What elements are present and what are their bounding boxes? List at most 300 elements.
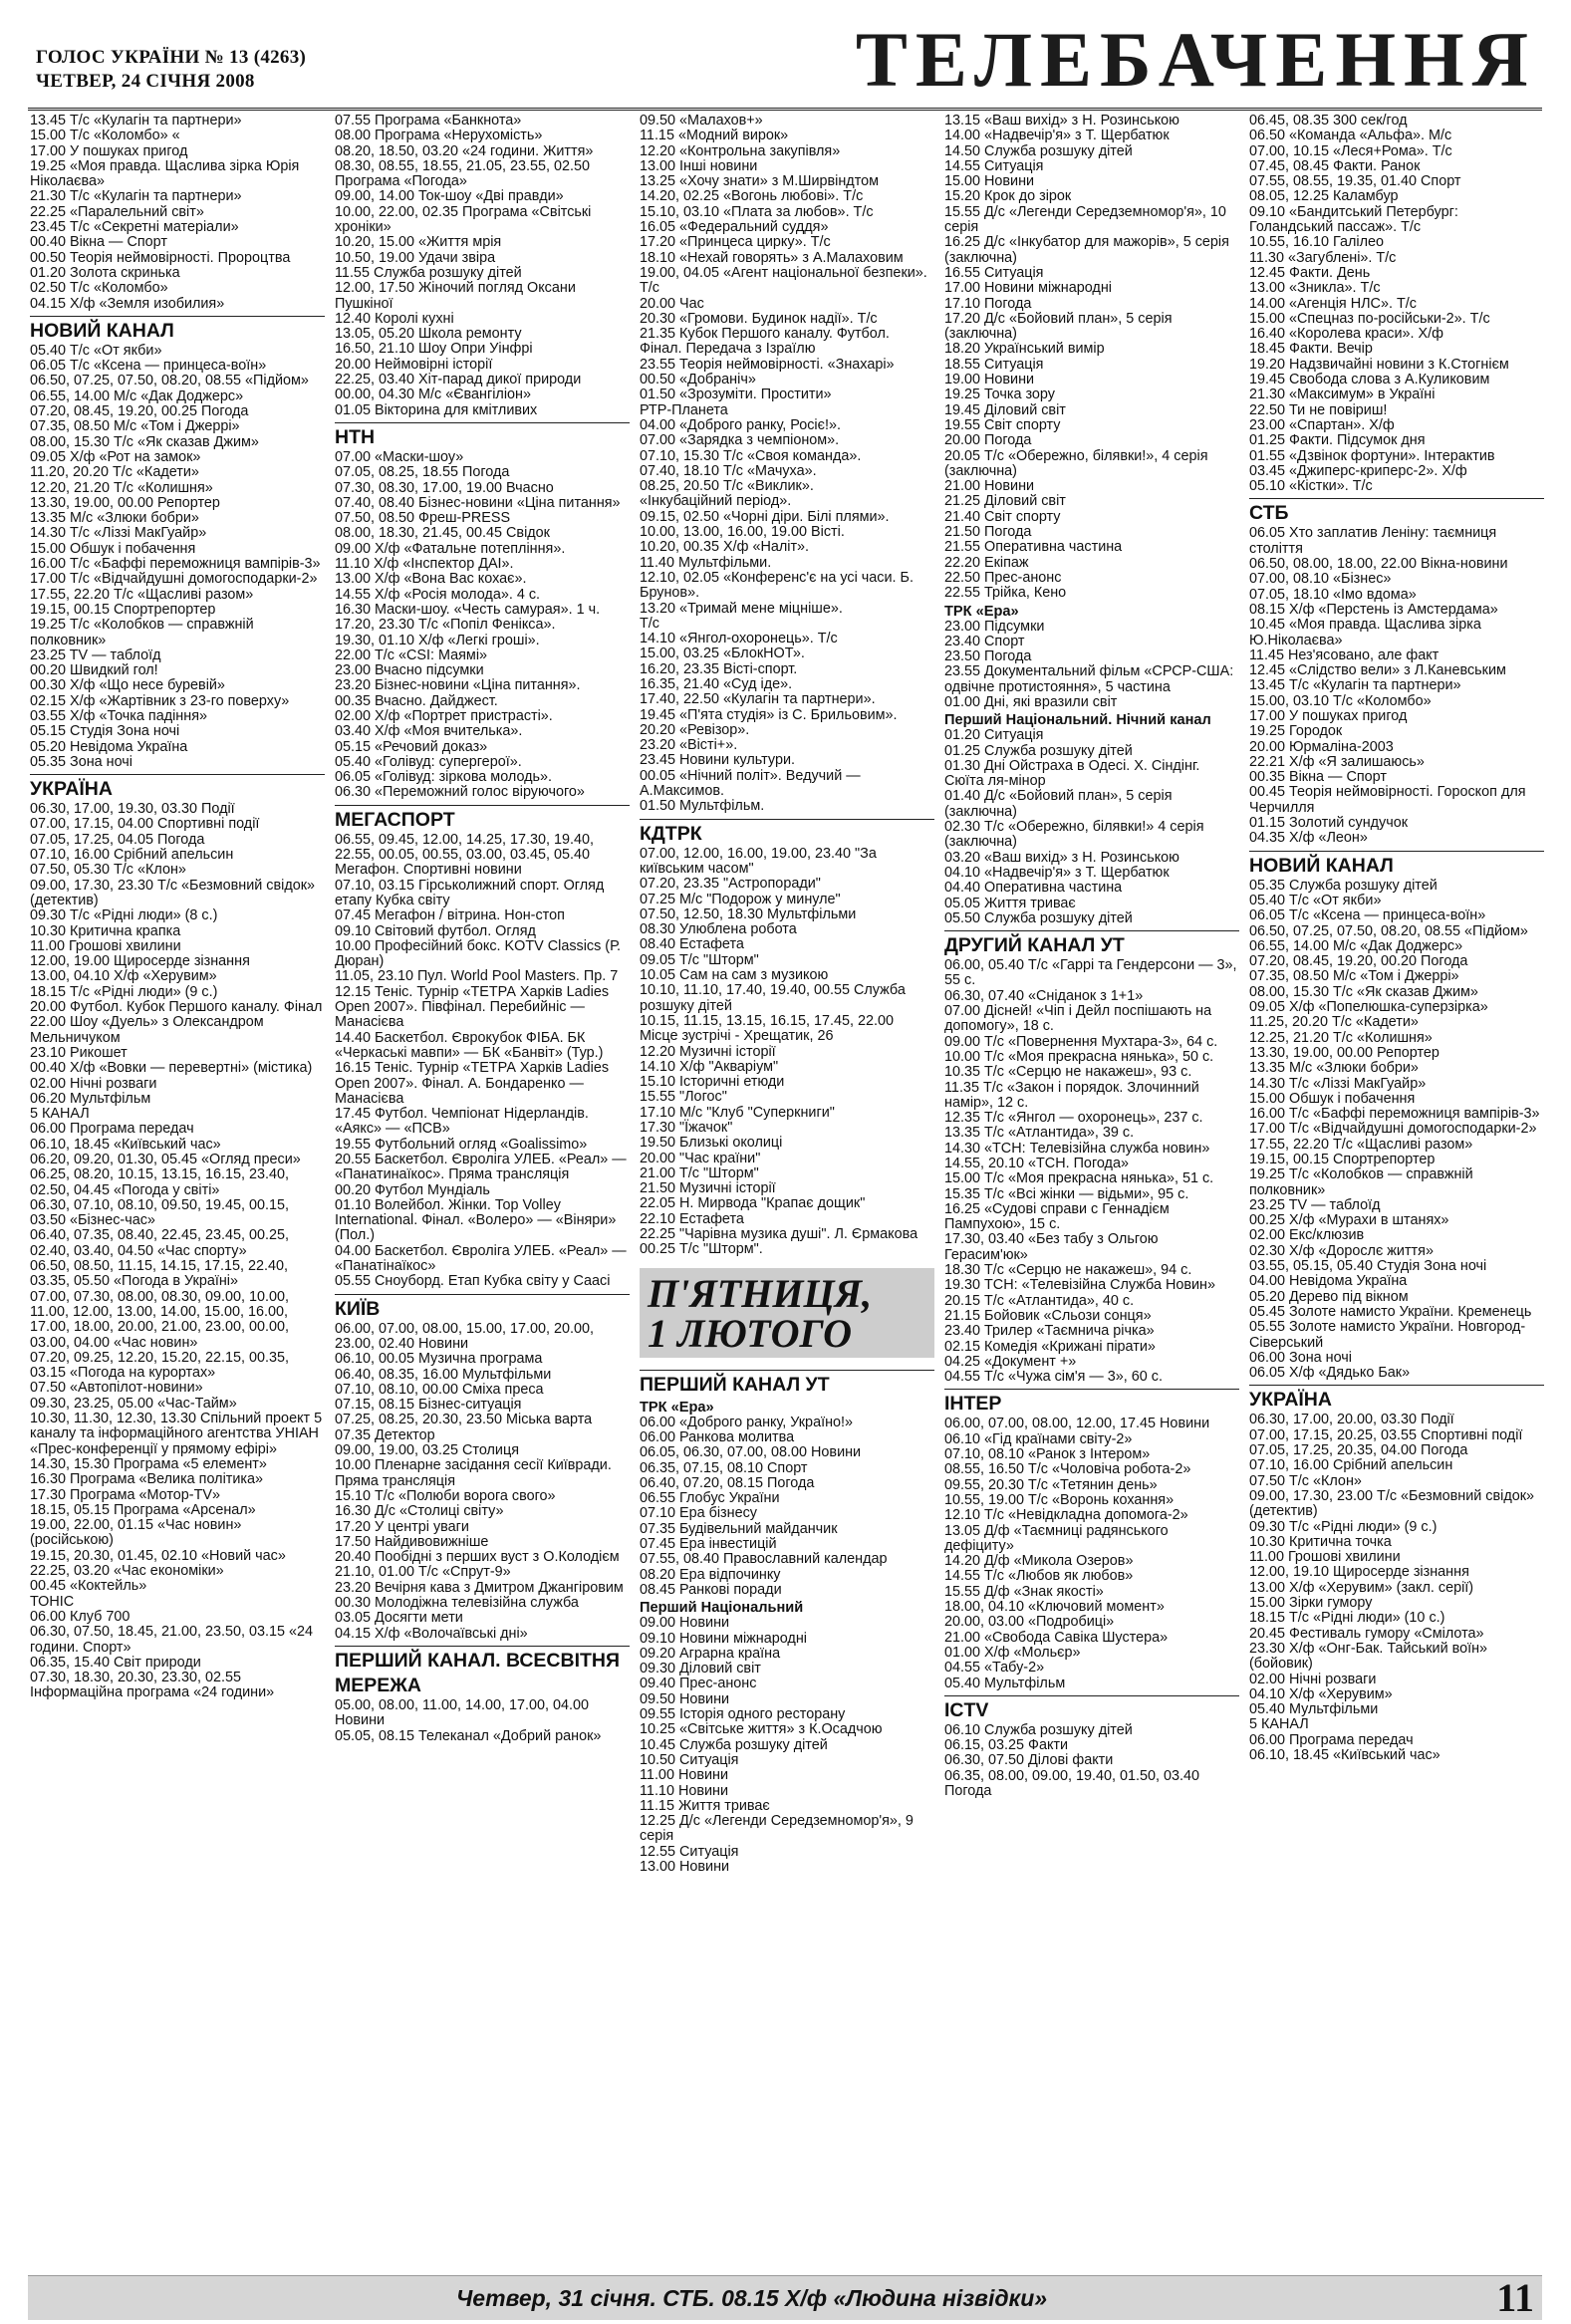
schedule-entry: 10.55, 19.00 Т/с «Воронь кохання» [944, 1491, 1175, 1508]
schedule-entry: 05.35 Служба розшуку дітей [1249, 877, 1438, 894]
schedule-entry: 21.30 «Максимум» в Україні [1249, 387, 1436, 403]
schedule-entry: 16.30 Д/с «Столиці світу» [335, 1503, 504, 1520]
tv-schedule [30, 114, 1544, 2265]
schedule-entry: 20.40 Пообідні з перших вуст з О.Колодієм [335, 1549, 620, 1566]
schedule-entry: 17.20 Д/с «Бойовий план», 5 серія (заключна) [944, 310, 1173, 343]
schedule-entry: 07.35, 08.50 М/с «Том і Джеррі» [1249, 968, 1459, 985]
schedule-entry: 05.00, 08.00, 11.00, 14.00, 17.00, 04.00 Новини [335, 1696, 589, 1729]
schedule-entry: 04.35 Х/ф «Леон» [1249, 830, 1368, 847]
schedule-entry: 07.00, 10.15 «Леся+Рома». Т/с [1249, 142, 1452, 159]
schedule-entry: 14.20 Д/ф «Микола Озеров» [944, 1553, 1134, 1570]
schedule-entry: 19.00, 22.00, 01.15 «Час новин» (російською) [30, 1517, 242, 1549]
schedule-entry: 06.05 «Голівуд: зіркова молодь». [335, 769, 553, 786]
schedule-entry: 01.00 Дні, які вразили світ [944, 693, 1118, 710]
schedule-entry: 13.35 М/с «Злюки бобри» [1249, 1060, 1419, 1077]
schedule-entry: 15.00 «Спецназ по-російськи-2». Т/с [1249, 310, 1490, 327]
schedule-entry: 23.00 Підсумки [944, 618, 1045, 635]
schedule-entry: 06.35, 15.40 Світ природи [30, 1654, 201, 1671]
schedule-entry: 15.00 Т/с «Моя прекрасна нянька», 51 с. [944, 1170, 1214, 1187]
schedule-entry: 07.50 Т/с «Клон» [1249, 1472, 1362, 1489]
schedule-entry: 13.25 «Хочу знати» з М.Ширвіндтом [640, 173, 880, 190]
channel-heading: КИЇВ [335, 1294, 630, 1322]
schedule-entry: 14.20, 02.25 «Вогонь любові». Т/с [640, 188, 864, 205]
schedule-entry: 07.40, 08.40 Бізнес-новини «Ціна питання» [335, 494, 621, 511]
schedule-entry: 22.25, 03.40 Хіт-парад дикої природи [335, 372, 582, 388]
schedule-entry: 15.55 "Логос" [640, 1089, 727, 1106]
schedule-entry: 05.55 Сноуборд. Етап Кубка світу у Саасі [335, 1273, 611, 1290]
channel-subheading: Перший Національний [640, 1600, 804, 1617]
schedule-entry: 00.30 Молодіжна телевізійна служба [335, 1595, 579, 1612]
schedule-entry: 08.00, 15.30 Т/с «Як сказав Джим» [30, 433, 259, 450]
schedule-entry: 05.50 Служба розшуку дітей [944, 909, 1133, 926]
schedule-entry: 06.00, 07.00, 08.00, 12.00, 17.45 Новини [944, 1416, 1210, 1432]
schedule-entry: 17.20 «Принцеса цирку». Т/с [640, 234, 831, 251]
schedule-entry: 17.00 У пошуках пригод [30, 142, 188, 159]
schedule-entry: 06.40, 07.20, 08.15 Погода [640, 1474, 815, 1491]
schedule-entry: 15.00 Т/с «Коломбо» « [30, 128, 180, 144]
schedule-entry: 19.00, 04.05 «Агент національної безпеки». Т/с [640, 264, 927, 297]
schedule-entry: 21.50 Погода [944, 524, 1032, 541]
schedule-entry: 21.00 «Свобода Савіка Шустера» [944, 1629, 1169, 1646]
schedule-entry: 13.45 Т/с «Кулагін та партнери» [1249, 677, 1461, 694]
schedule-entry: 21.25 Діловий світ [944, 493, 1066, 510]
schedule-entry: 07.00 «Зарядка з чемпіоном». [640, 432, 840, 449]
schedule-entry: 06.50, 07.25, 07.50, 08.20, 08.55 «Підйом» [30, 373, 309, 389]
schedule-entry: 00.50 «Добраніч» [640, 372, 756, 388]
schedule-entry: 11.25, 20.20 Т/с «Кадети» [1249, 1014, 1419, 1031]
schedule-entry: 06.10, 18.45 «Київський час» [1249, 1746, 1440, 1763]
schedule-entry: 15.00 Обшук і побачення [30, 540, 196, 557]
schedule-entry: 07.50, 05.30 Т/с «Клон» [30, 862, 186, 879]
schedule-entry: 07.30, 08.30, 17.00, 19.00 Вчасно [335, 479, 554, 496]
schedule-entry: 17.20, 23.30 Т/с «Попіл Фенікса». [335, 617, 556, 634]
schedule-entry: 07.10, 15.30 Т/с «Своя команда». [640, 447, 862, 464]
schedule-entry: 12.35 Т/с «Янгол — охоронець», 237 с. [944, 1110, 1203, 1127]
schedule-entry: 5 КАНАЛ [30, 1106, 90, 1123]
schedule-entry: 08.30 Улюблена робота [640, 921, 797, 938]
schedule-entry: 09.05 Х/ф «Рот на замок» [30, 448, 201, 465]
schedule-entry: 10.15, 11.15, 13.15, 16.15, 17.45, 22.00 Місце зустрічі - Хрещатик, 26 [640, 1012, 894, 1045]
schedule-entry: 07.00, 12.00, 16.00, 19.00, 23.40 "За київським часом" [640, 845, 877, 877]
schedule-entry: 06.50, 08.50, 11.15, 14.15, 17.15, 22.40, 03.35, 05.50 «Погода в Україні» [30, 1258, 288, 1290]
schedule-entry: 02.00 Х/ф «Портрет пристрасті». [335, 707, 553, 724]
schedule-entry: 00.00, 04.30 М/с «Євангіліон» [335, 387, 531, 403]
schedule-entry: 14.30 Т/с «Ліззі МакГуайр» [30, 525, 207, 542]
schedule-entry: 10.10, 11.10, 17.40, 19.40, 00.55 Служба розшуку дітей [640, 982, 906, 1014]
schedule-entry: 10.50 Ситуація [640, 1751, 739, 1768]
channel-heading: ICTV [944, 1695, 1239, 1723]
schedule-entry: 09.30 Діловий світ [640, 1661, 761, 1678]
schedule-entry: 15.00 Новини [944, 173, 1035, 190]
schedule-entry: 21.55 Оперативна частина [944, 539, 1123, 556]
schedule-entry: 09.05 Т/с "Шторм" [640, 951, 759, 968]
schedule-entry: 06.55 Глобус України [640, 1490, 780, 1507]
schedule-entry: 20.00, 03.00 «Подробиці» [944, 1614, 1115, 1631]
schedule-entry: 19.15, 00.15 Спортрепортер [1249, 1152, 1436, 1167]
schedule-entry: 05.20 Дерево під вікном [1249, 1288, 1409, 1305]
channel-subheading: ТРК «Ера» [640, 1399, 714, 1416]
schedule-entry: 21.00 Новини [944, 478, 1035, 495]
channel-heading: ПЕРШИЙ КАНАЛ. ВСЕСВІТНЯ МЕРЕЖА [335, 1646, 630, 1698]
schedule-entry: 23.45 Т/с «Секретні матеріали» [30, 219, 239, 236]
schedule-entry: 08.05, 12.25 Каламбур [1249, 188, 1399, 205]
schedule-entry: 20.05 Т/с «Обережно, білявки!», 4 серія (заключна) [944, 447, 1208, 479]
schedule-entry: 15.00 Зірки гумору [1249, 1595, 1373, 1612]
schedule-entry: 04.00 «Доброго ранку, Росіє!». [640, 416, 841, 433]
schedule-entry: 02.00 Нічні розваги [30, 1075, 157, 1092]
schedule-entry: 11.40 Мультфільми. [640, 554, 772, 571]
schedule-entry: 05.45 Золоте намисто України. Кременець [1249, 1303, 1532, 1320]
schedule-entry: 06.10, 18.45 «Київський час» [30, 1136, 221, 1153]
schedule-entry: 18.15 Т/с «Рідні люди» (9 с.) [30, 983, 218, 1000]
schedule-entry: 21.30 Т/с «Кулагін та партнери» [30, 188, 242, 205]
schedule-entry: 04.10 Х/ф «Херувим» [1249, 1685, 1393, 1702]
schedule-entry: 17.30 Програма «Мотор-TV» [30, 1486, 220, 1503]
friday-banner-line1: П'ЯТНИЦЯ, [648, 1270, 873, 1316]
schedule-entry: 13.30, 19.00, 00.00 Репортер [1249, 1044, 1440, 1061]
schedule-entry: 12.20 Музичні історії [640, 1043, 776, 1060]
schedule-entry: 22.25 "Чарівна музика душі". Л. Єрмакова [640, 1226, 918, 1243]
schedule-entry: 12.10 Т/с «Невідкладна допомога-2» [944, 1507, 1188, 1524]
schedule-entry: 13.35 Т/с «Атлантида», 39 с. [944, 1125, 1135, 1142]
schedule-entry: 13.00 Новини [640, 1858, 730, 1875]
schedule-entry: 11.55 Служба розшуку дітей [335, 264, 522, 281]
schedule-entry: «Інкубаційний період». [640, 493, 792, 510]
schedule-entry: 10.00 Професійний бокс. KOTV Classics (Р. Дюран) [335, 937, 621, 970]
schedule-entry: 17.40, 22.50 «Кулагін та партнери». [640, 691, 876, 708]
schedule-entry: 15.00 Обшук і побачення [1249, 1090, 1416, 1107]
schedule-entry: 14.55 Ситуація [944, 157, 1044, 174]
schedule-entry: 13.00 «Зникла». Т/с [1249, 280, 1381, 297]
schedule-entry: 06.30, 07.40 «Сніданок з 1+1» [944, 987, 1144, 1004]
schedule-entry: 05.40 Мультфільми [1249, 1701, 1379, 1718]
schedule-entry: 06.30, 07.50 Ділові факти [944, 1752, 1114, 1769]
schedule-entry: 14.00 «Агенція НЛС». Т/с [1249, 295, 1417, 312]
schedule-entry: 20.00 Час [640, 295, 704, 312]
page-footer [28, 2275, 1542, 2320]
schedule-entry: 19.20 Надзвичайні новини з К.Стогнієм [1249, 356, 1509, 373]
schedule-entry: 10.30, 11.30, 12.30, 13.30 Спільний проект 5 каналу та інформаційного агентства УНІАН «Прес-конференції у прямому ефірі» [30, 1411, 323, 1457]
schedule-entry: 04.00 Баскетбол. Євроліга УЛЕБ. «Реал» — «Панатінаїкос» [335, 1242, 627, 1275]
schedule-entry: 09.00, 17.30, 23.30 Т/с «Безмовний свідок» (детектив) [30, 877, 316, 908]
schedule-entry: 05.15 «Речовий доказ» [335, 738, 488, 755]
schedule-entry: 02.50 Т/с «Коломбо» [30, 280, 168, 297]
schedule-entry: 19.25 Точка зору [944, 387, 1055, 403]
schedule-entry: 06.35, 07.15, 08.10 Спорт [640, 1459, 808, 1476]
channel-heading: НОВИЙ КАНАЛ [1249, 851, 1544, 879]
schedule-entry: 13.30, 19.00, 00.00 Репортер [30, 494, 220, 511]
schedule-entry: 09.00, 19.00, 03.25 Столиця [335, 1442, 520, 1459]
schedule-entry: 17.30 "Їжачок" [640, 1120, 733, 1136]
schedule-entry: 10.30 Критична крапка [30, 922, 181, 939]
schedule-entry: 04.10 «Надвечір'я» з Т. Щербатюк [944, 864, 1170, 881]
schedule-entry: 02.00 Нічні розваги [1249, 1671, 1377, 1687]
schedule-entry: 11.00 Новини [640, 1767, 729, 1784]
schedule-entry: 16.25 Д/с «Інкубатор для мажорів», 5 серія (заключна) [944, 234, 1229, 266]
schedule-entry: 22.20 Екіпаж [944, 554, 1029, 571]
schedule-entry: 12.40 Королі кухні [335, 310, 454, 327]
schedule-entry: 22.00 Т/с «CSI: Маямі» [335, 646, 488, 663]
schedule-entry: 16.25 «Судові справи с Геннадієм Пампухою», 15 с. [944, 1200, 1170, 1233]
schedule-entry: 16.15 Теніс. Турнір «ТЕТРА Харків Ladies Open 2007». Фінал. А. Бондаренко — Манасієва [335, 1060, 610, 1107]
schedule-entry: 06.20 Мультфільм [30, 1090, 151, 1107]
schedule-entry: 11.00 Грошові хвилини [1249, 1549, 1401, 1566]
schedule-entry: 20.20 «Ревізор». [640, 721, 750, 738]
schedule-entry: 07.05, 17.25, 04.05 Погода [30, 831, 205, 848]
schedule-entry: 05.20 Невідома Україна [30, 738, 188, 755]
schedule-entry: 23.20 Вечірня кава з Дмитром Джангіровим [335, 1579, 624, 1596]
schedule-entry: 06.05 Т/с «Ксена — принцеса-воїн» [1249, 907, 1486, 924]
schedule-entry: 01.25 Служба розшуку дітей [944, 742, 1133, 759]
schedule-entry: 19.25 Т/с «Колобков — справжній полковник» [1249, 1166, 1473, 1198]
schedule-entry: 06.15, 03.25 Факти [944, 1737, 1069, 1754]
schedule-entry: 15.20 Крок до зірок [944, 188, 1072, 205]
column-1 [30, 114, 325, 2265]
schedule-entry: 16.20, 23.35 Вісті-спорт. [640, 660, 798, 677]
schedule-entry: 02.15 Х/ф «Жартівник з 23-го поверху» [30, 692, 290, 709]
schedule-entry: 07.35 Будівельний майданчик [640, 1520, 838, 1537]
section-title: ТЕЛЕБАЧЕННЯ [855, 16, 1536, 103]
schedule-entry: 14.55, 20.10 «ТСН. Погода» [944, 1156, 1129, 1171]
schedule-entry: 17.00 Новини міжнародні [944, 280, 1112, 297]
schedule-entry: 11.10 Х/ф «Інспектор ДАІ». [335, 556, 514, 573]
footer-highlight: Четвер, 31 січня. СТБ. 08.15 Х/ф «Людина нізвідки» [456, 2285, 1048, 2311]
schedule-entry: 07.10, 08.10 «Ранок з Інтером» [944, 1446, 1151, 1463]
schedule-entry: 08.45 Ранкові поради [640, 1581, 782, 1598]
schedule-entry: 19.30 ТСН: «Телевізійна Служба Новин» [944, 1277, 1215, 1294]
schedule-entry: 08.20 Ера відпочинку [640, 1566, 781, 1583]
schedule-entry: 18.45 Факти. Вечір [1249, 341, 1373, 358]
schedule-entry: 06.00 Зона ночі [1249, 1349, 1352, 1366]
schedule-entry: 20.00 Футбол. Кубок Першого каналу. Фінал [30, 999, 323, 1016]
schedule-entry: 23.25 TV — таблоїд [1249, 1196, 1381, 1213]
schedule-entry: 00.45 Теорія неймовірності. Гороскоп для Черчилля [1249, 784, 1526, 816]
schedule-entry: 16.40 «Королева краси». Х/ф [1249, 326, 1443, 343]
schedule-entry: 01.00 Х/ф «Мольєр» [944, 1644, 1081, 1661]
schedule-entry: 09.00 Х/ф «Фатальне потепління». [335, 540, 566, 557]
schedule-entry: 09.10 Світовий футбол. Огляд [335, 922, 536, 939]
schedule-entry: 08.00 Програма «Нерухомість» [335, 128, 543, 144]
schedule-entry: 08.25, 20.50 Т/с «Виклик». [640, 478, 814, 495]
schedule-entry: 00.05 «Нічний політ». Ведучий — А.Максимов. [640, 767, 861, 800]
schedule-entry: 09.55, 20.30 Т/с «Тетянин день» [944, 1476, 1158, 1493]
schedule-entry: 13.20 «Тримай мене міцніше». [640, 600, 843, 617]
schedule-entry: 10.20, 00.35 Х/ф «Наліт». [640, 539, 810, 556]
schedule-entry: 06.00 Програма передач [1249, 1731, 1414, 1748]
schedule-entry: 19.45 Діловий світ [944, 401, 1066, 418]
schedule-entry: 12.45 Факти. День [1249, 264, 1371, 281]
schedule-entry: 10.55, 16.10 Галілео [1249, 234, 1385, 251]
schedule-entry: 09.10 Новини міжнародні [640, 1630, 807, 1647]
schedule-entry: 02.30 Т/с «Обережно, білявки!» 4 серія (заключна) [944, 819, 1204, 851]
schedule-entry: 01.55 «Дзвінок фортуни». Інтерактив [1249, 447, 1495, 464]
column-3 [640, 114, 934, 2265]
schedule-entry: 21.50 Музичні історії [640, 1180, 776, 1197]
schedule-entry: 17.30, 03.40 «Без табу з Ольгою Герасим'юк» [944, 1231, 1159, 1263]
schedule-entry: 23.55 Документальний фільм «СРСР-США: одвічне протистояння», 5 частина [944, 663, 1234, 695]
schedule-entry: 11.45 Нез'ясовано, але факт [1249, 646, 1440, 663]
schedule-entry: 17.00 У пошуках пригод [1249, 707, 1408, 724]
schedule-entry: 08.00, 18.30, 21.45, 00.45 Свідок [335, 525, 550, 542]
schedule-entry: 08.20, 18.50, 03.20 «24 години. Життя» [335, 142, 594, 159]
schedule-entry: 00.50 Теорія неймовірності. Пророцтва [30, 249, 291, 266]
schedule-entry: 07.10, 03.15 Гірськолижний спорт. Огляд етапу Кубка світу [335, 877, 605, 908]
schedule-entry: 06.30 «Переможний голос віруючого» [335, 784, 585, 801]
schedule-entry: 12.00, 17.50 Жіночий погляд Оксани Пушкіної [335, 280, 576, 312]
schedule-entry: 04.55 «Табу-2» [944, 1660, 1045, 1677]
schedule-entry: 11.20, 20.20 Т/с «Кадети» [30, 464, 199, 481]
issue-date: ЧЕТВЕР, 24 СІЧНЯ 2008 [36, 71, 255, 92]
schedule-entry: 07.05, 17.25, 20.35, 04.00 Погода [1249, 1442, 1468, 1459]
schedule-entry: 23.20 «Вісті+». [640, 737, 738, 754]
schedule-entry: 11.35 Т/с «Закон і порядок. Злочинний намір», 12 с. [944, 1079, 1199, 1111]
schedule-entry: 05.55 Золоте намисто України. Новгород-Сіверський [1249, 1319, 1526, 1351]
schedule-entry: 07.50 «Автопілот-новини» [30, 1380, 203, 1397]
schedule-entry: 01.05 Вікторина для кмітливих [335, 401, 538, 418]
schedule-entry: 05.40 Т/с «От якби» [1249, 892, 1382, 908]
schedule-entry: 08.30, 08.55, 18.55, 21.05, 23.55, 02.50 Програма «Погода» [335, 157, 591, 190]
schedule-entry: 21.15 Бойовик «Сльози сонця» [944, 1307, 1152, 1324]
channel-subheading: Перший Національний. Нічний канал [944, 712, 1211, 729]
schedule-entry: 14.10 Х/ф "Акваріум" [640, 1058, 779, 1075]
schedule-entry: 13.15 «Ваш вихід» з Н. Розинською [944, 114, 1179, 129]
schedule-entry: 10.45 «Моя правда. Щаслива зірка Ю.Ніколаєва» [1249, 617, 1481, 648]
schedule-entry: 09.00, 17.30, 23.00 Т/с «Безмовний свідок» (детектив) [1249, 1487, 1535, 1520]
schedule-entry: 22.21 Х/ф «Я залишаюсь» [1249, 753, 1425, 770]
schedule-entry: 04.15 Х/ф «Земля изобилия» [30, 295, 225, 312]
schedule-entry: 13.00 Інші новини [640, 157, 758, 174]
schedule-entry: 06.40, 07.35, 08.40, 22.45, 23.45, 00.25, 02.40, 03.40, 04.50 «Час спорту» [30, 1227, 290, 1259]
schedule-entry: 06.05, 06.30, 07.00, 08.00 Новини [640, 1444, 862, 1461]
schedule-entry: 05.35 Зона ночі [30, 753, 132, 770]
newspaper-issue: ГОЛОС УКРАЇНИ № 13 (4263) [36, 47, 307, 68]
schedule-entry: 12.20, 21.20 Т/с «Колишня» [30, 479, 213, 496]
schedule-entry: 07.20, 23.35 "Астропоради" [640, 876, 821, 893]
schedule-entry: 05.40 «Голівуд: супергерої». [335, 753, 522, 770]
schedule-entry: 10.00, 22.00, 02.35 Програма «Світські хроніки» [335, 203, 592, 236]
schedule-entry: 09.05 Х/ф «Попелюшка-суперзірка» [1249, 999, 1488, 1016]
newspaper-meta [36, 46, 306, 94]
schedule-entry: 06.10, 00.05 Музична програма [335, 1351, 543, 1368]
schedule-entry: 15.10, 03.10 «Плата за любов». Т/с [640, 203, 874, 220]
schedule-entry: 06.40, 08.35, 16.00 Мультфільми [335, 1366, 552, 1383]
schedule-entry: 11.10 Новини [640, 1782, 729, 1799]
schedule-entry: 07.45, 08.45 Факти. Ранок [1249, 157, 1421, 174]
schedule-entry: 06.30, 17.00, 20.00, 03.30 Події [1249, 1412, 1454, 1428]
schedule-entry: 09.20 Аграрна країна [640, 1645, 781, 1662]
schedule-entry: 07.00, 07.30, 08.00, 08.30, 09.00, 10.00, 11.00, 12.00, 13.00, 14.00, 15.00, 16.00, 17.00, 18.00, 20.00, 21.00, 23.00, 00.00, 03.00, 04.00 «Час новин» [30, 1288, 290, 1351]
schedule-entry: 15.35 Т/с «Всі жінки — відьми», 95 с. [944, 1185, 1189, 1202]
schedule-entry: 23.20 Бізнес-новини «Ціна питання». [335, 677, 581, 694]
schedule-entry: ТОНІС [30, 1593, 75, 1610]
schedule-entry: 14.55 Х/ф «Росія молода». 4 с. [335, 586, 541, 603]
schedule-entry: 05.05, 08.15 Телеканал «Добрий ранок» [335, 1727, 602, 1744]
schedule-entry: 22.55 Трійка, Кено [944, 585, 1067, 602]
schedule-entry: 00.30 Х/ф «Що несе буревій» [30, 677, 225, 694]
schedule-entry: 21.10, 01.00 Т/с «Спрут-9» [335, 1564, 511, 1581]
schedule-entry: 19.25 Т/с «Колобков — справжній полковник» [30, 617, 254, 648]
schedule-entry: 04.25 «Документ +» [944, 1353, 1077, 1370]
schedule-entry: 11.30 «Загублені». Т/с [1249, 249, 1397, 266]
schedule-entry: 08.40 Естафета [640, 936, 744, 953]
schedule-entry: 16.05 «Федеральний суддя» [640, 219, 829, 236]
schedule-entry: 06.50, 07.25, 07.50, 08.20, 08.55 «Підйом» [1249, 922, 1528, 939]
column-5 [1249, 114, 1544, 2265]
schedule-entry: РТР-Планета [640, 401, 728, 418]
schedule-entry: 07.10, 16.00 Срібний апельсин [1249, 1457, 1453, 1474]
schedule-entry: 06.25, 08.20, 10.15, 13.15, 16.15, 23.40, 02.50, 04.45 «Погода у світі» [30, 1166, 290, 1198]
schedule-entry: 10.30 Критична точка [1249, 1533, 1392, 1550]
schedule-entry: 02.30 Х/ф «Дорослє життя» [1249, 1242, 1434, 1259]
schedule-entry: 15.10 Історичні етюди [640, 1074, 785, 1091]
channel-heading: УКРАЇНА [1249, 1385, 1544, 1413]
schedule-entry: 20.00 Погода [944, 432, 1032, 449]
schedule-entry: 06.05 Т/с «Ксена — принцеса-воїн» [30, 358, 267, 375]
schedule-entry: 03.55 Х/ф «Точка падіння» [30, 707, 207, 724]
schedule-entry: 16.00 Т/с «Баффі переможниця вампірів-3» [30, 556, 321, 573]
schedule-entry: 07.05, 08.25, 18.55 Погода [335, 464, 510, 481]
schedule-entry: 23.30 Х/ф «Онг-Бак. Тайський воїн» (бойовик) [1249, 1640, 1488, 1673]
schedule-entry: 13.05, 05.20 Школа ремонту [335, 326, 522, 343]
schedule-entry: 16.30 Маски-шоу. «Честь самурая». 1 ч. [335, 601, 601, 618]
schedule-entry: 06.55, 14.00 М/с «Дак Доджерс» [30, 387, 244, 404]
schedule-entry: 17.55, 22.20 Т/с «Щасливі разом» [30, 586, 254, 603]
schedule-entry: 01.15 Золотий сундучок [1249, 815, 1409, 832]
schedule-entry: 17.20 У центрі уваги [335, 1518, 469, 1535]
schedule-entry: 01.20 Ситуація [944, 727, 1044, 744]
channel-heading: НТН [335, 422, 630, 450]
schedule-entry: 17.45 Футбол. Чемпіонат Нідерландів. «Аякс» — «ПСВ» [335, 1106, 589, 1138]
schedule-entry: 00.45 «Коктейль» [30, 1578, 147, 1595]
schedule-entry: 09.50 «Малахов+» [640, 114, 763, 129]
schedule-entry: 09.55 Історія одного ресторану [640, 1706, 846, 1723]
schedule-entry: 04.00 Невідома Україна [1249, 1273, 1408, 1290]
schedule-entry: 06.05 Х/ф «Дядько Бак» [1249, 1365, 1411, 1382]
schedule-entry: 07.50, 12.50, 18.30 Мультфільми [640, 905, 857, 922]
schedule-entry: 20.00 "Час країни" [640, 1150, 761, 1166]
schedule-entry: 03.45 «Джиперс-криперс-2». Х/ф [1249, 462, 1467, 479]
schedule-entry: 17.50 Найдивовижніше [335, 1533, 489, 1550]
schedule-entry: 06.00, 05.40 Т/с «Гаррі та Гендерсони — 3», 55 с. [944, 957, 1237, 989]
schedule-entry: 06.20, 09.20, 01.30, 05.45 «Огляд преси» [30, 1152, 301, 1167]
schedule-entry: 22.10 Естафета [640, 1210, 744, 1227]
schedule-entry: 00.35 Вікна — Спорт [1249, 769, 1387, 786]
schedule-entry: 04.55 Т/с «Чужа сім'я — 3», 60 с. [944, 1369, 1163, 1386]
schedule-entry: 14.30 Т/с «Ліззі МакГуайр» [1249, 1075, 1427, 1092]
schedule-entry: Т/с [640, 615, 659, 632]
schedule-entry: 07.55 Програма «Банкнота» [335, 114, 522, 129]
schedule-entry: 10.45 Служба розшуку дітей [640, 1736, 828, 1753]
schedule-entry: 00.25 Х/ф «Мурахи в штанях» [1249, 1212, 1449, 1229]
schedule-entry: 23.50 Погода [944, 648, 1032, 665]
schedule-entry: 07.20, 08.45, 19.20, 00.25 Погода [30, 403, 249, 420]
schedule-entry: 17.00 Т/с «Відчайдушні домогосподарки-2» [30, 571, 318, 588]
schedule-entry: 07.20, 08.45, 19.20, 00.20 Погода [1249, 953, 1468, 970]
schedule-entry: 07.45 Мегафон / вітрина. Нон-стоп [335, 907, 565, 924]
schedule-entry: 09.50 Новини [640, 1690, 730, 1707]
schedule-entry: 07.00 «Маски-шоу» [335, 448, 464, 465]
schedule-entry: 06.10 Служба розшуку дітей [944, 1721, 1133, 1738]
schedule-entry: 20.00 Юрмаліна-2003 [1249, 738, 1394, 755]
schedule-entry: 13.05 Д/ф «Таємниці радянського дефіциту» [944, 1522, 1169, 1554]
schedule-entry: 06.45, 08.35 300 сек/год [1249, 114, 1408, 129]
schedule-entry: 16.00 Т/с «Баффі переможниця вампірів-3» [1249, 1106, 1540, 1123]
schedule-entry: 23.45 Новини культури. [640, 752, 796, 769]
schedule-entry: 06.30, 17.00, 19.30, 03.30 Події [30, 801, 235, 818]
schedule-entry: 21.40 Світ спорту [944, 508, 1061, 525]
schedule-entry: 5 КАНАЛ [1249, 1716, 1309, 1733]
schedule-entry: 20.00 Неймовірні історії [335, 356, 493, 373]
